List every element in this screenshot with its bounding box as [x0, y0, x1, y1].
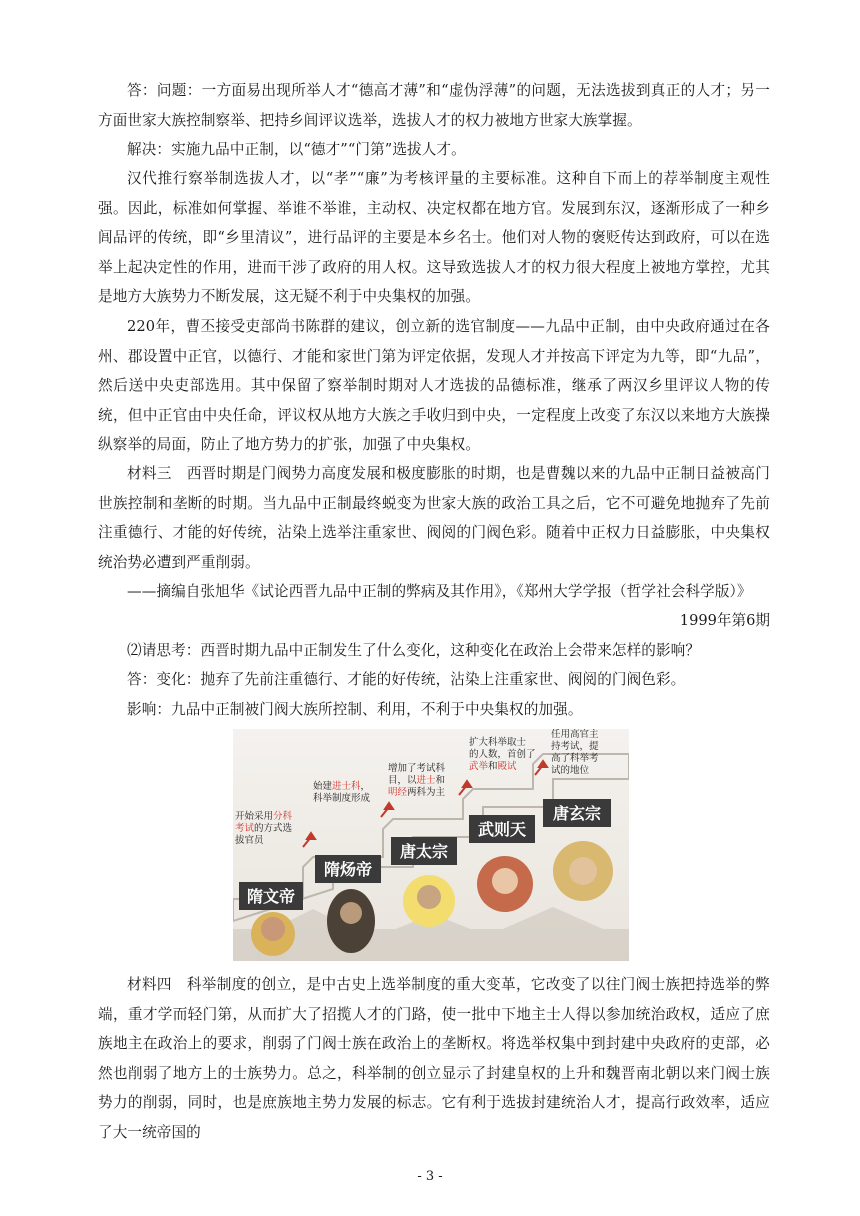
note-segment: 和	[488, 761, 498, 772]
note-segment: 分科	[273, 811, 293, 822]
note-segment: 了	[526, 749, 536, 760]
solution-paragraph: 解决：实施九品中正制，以“德才”“门第”选拔人才。	[127, 141, 466, 158]
note-segment: 高了科举考	[551, 753, 599, 764]
note-segment: 增加了考试科	[388, 763, 446, 774]
note-segment: 的人数，首创	[469, 749, 527, 760]
answer-impact-paragraph: 影响：九品中正制被门阀大族所控制、利用，不利于中央集权的加强。	[127, 701, 583, 718]
page-number: - 3 -	[417, 1169, 443, 1184]
explanation-paragraph-1: 汉代推行察举制选拔人才，以“孝”“廉”为考核评量的主要标准。这种自下而上的荐举制度主观性强。因此，标准如何掌握、举谁不举谁，主动权、决定权都在地方官。发展到东汉，逐渐形成了一种乡闾品评的传统，即“乡里清议”，进行品评的主要是本乡名士。他们对人物的褒贬传达到政府，可以在选举上起决定性的作用，进而干涉了政府的用人权。这导致选拔人才的权力很大程度上被地方掌控，尤其是地方大族势力不断发展，这无疑不利于中央集权的加强。	[98, 170, 770, 305]
note-tang-taizong	[388, 762, 446, 798]
note-sui-yangdi	[313, 780, 371, 804]
note-segment: 始建	[313, 781, 333, 792]
material-three-paragraph: 材料三 西晋时期是门阀势力高度发展和极度膨胀的时期，也是曹魏以来的九品中正制日益被高门世族控制和垄断的时期。当九品中正制最终蜕变为世家大族的政治工具之后，它不可避免地抛弃了先前注重德行、才能的好传统，沾染上选举注重家世、阀阅的门阀色彩。随着中正权力日益膨胀，中央集权统治势必遭到严重削弱。	[98, 465, 770, 571]
note-tang-xuanzong	[551, 729, 599, 776]
note-segment: 科举制度形成	[313, 793, 371, 804]
note-segment: 目，以	[388, 775, 417, 786]
note-segment: 和	[435, 775, 446, 786]
note-segment: 试的地位	[551, 765, 590, 776]
note-sui-wendi	[235, 810, 293, 846]
note-segment: 持考试，提	[551, 741, 599, 752]
question-paragraph: ⑵请思考：西晋时期九品中正制发生了什么变化，这种变化在政治上会带来怎样的影响？	[127, 642, 701, 659]
emperor-label-wu-zetian: 武则天	[477, 820, 527, 839]
timeline-illustration	[233, 729, 629, 961]
answer-paragraph-1: 答：问题：一方面易出现所举人才“德高才薄”和“虚伪浮薄”的问题，无法选拔到真正的人才；另一方面世家大族控制察举、把持乡闾评议选举，选拔人才的权力被地方世家大族掌握。	[98, 82, 770, 129]
note-segment: 考试	[235, 823, 255, 834]
explanation-paragraph-2: 220年，曹丕接受吏部尚书陈群的建议，创立新的选官制度——九品中正制，由中央政府通过在各州、郡设置中正官，以德行、才能和家世门第为评定依据，发现人才并按高下评定为九等，即“九品”，然后送中央吏部选用。其中保留了察举制时期对人才选拔的品德标准，继承了两汉乡里评议人物的传统，但中正官由中央任命，评议权从地方大族之手收归到中央，一定程度上改变了东汉以来地方大族操纵察举的局面，防止了地方势力的扩张，加强了中央集权。	[98, 318, 770, 453]
note-segment: 开始采用	[235, 811, 274, 822]
note-segment: 进士科	[332, 781, 361, 792]
citation-date: 1999年第6期	[679, 612, 770, 629]
answer-change-paragraph: 答：变化：抛弃了先前注重德行、才能的好传统，沾染上注重家世、阀阅的门阀色彩。	[127, 671, 686, 688]
note-segment: ，	[360, 781, 371, 792]
emperor-label-tang-xuanzong: 唐玄宗	[552, 804, 602, 823]
note-segment: 的方式选	[254, 823, 293, 834]
emperor-label-tang-taizong: 唐太宗	[399, 842, 449, 861]
citation: ——摘编自张旭华《试论西晋九品中正制的弊病及其作用》，《郑州大学学报（哲学社会科学版）》	[127, 583, 752, 600]
note-segment: 武举	[469, 761, 489, 772]
note-segment: 扩大科举取士	[469, 737, 527, 748]
note-segment: 殿试	[497, 761, 517, 772]
note-segment: 两科为主	[407, 787, 446, 798]
note-segment: 拔官员	[235, 835, 264, 846]
note-segment: 进士	[416, 775, 436, 786]
emperor-label-sui-wendi: 隋文帝	[246, 887, 296, 906]
imperial-exam-timeline-image	[233, 729, 629, 961]
material-four-paragraph: 材料四 科举制度的创立，是中古史上选举制度的重大变革，它改变了以往门阀士族把持选举的弊端，重才学而轻门第，从而扩大了招揽人才的门路，使一批中下地主士人得以参加统治政权，适应了庶族地主在政治上的要求，削弱了门阀士族在政治上的垄断权。将选举权集中到封建中央政府的吏部，必然也削弱了地方上的士族势力。总之，科举制的创立显示了封建皇权的上升和魏晋南北朝以来门阀士族势力的削弱，同时，也是庶族地主势力发展的标志。它有利于选拔封建统治人才，提高行政效率，适应了大一统帝国的	[98, 976, 770, 1141]
note-wu-zetian	[469, 736, 536, 772]
note-segment: 任用高官主	[551, 729, 599, 740]
emperor-label-sui-yangdi: 隋炀帝	[323, 860, 373, 879]
note-segment: 明经	[388, 787, 408, 798]
